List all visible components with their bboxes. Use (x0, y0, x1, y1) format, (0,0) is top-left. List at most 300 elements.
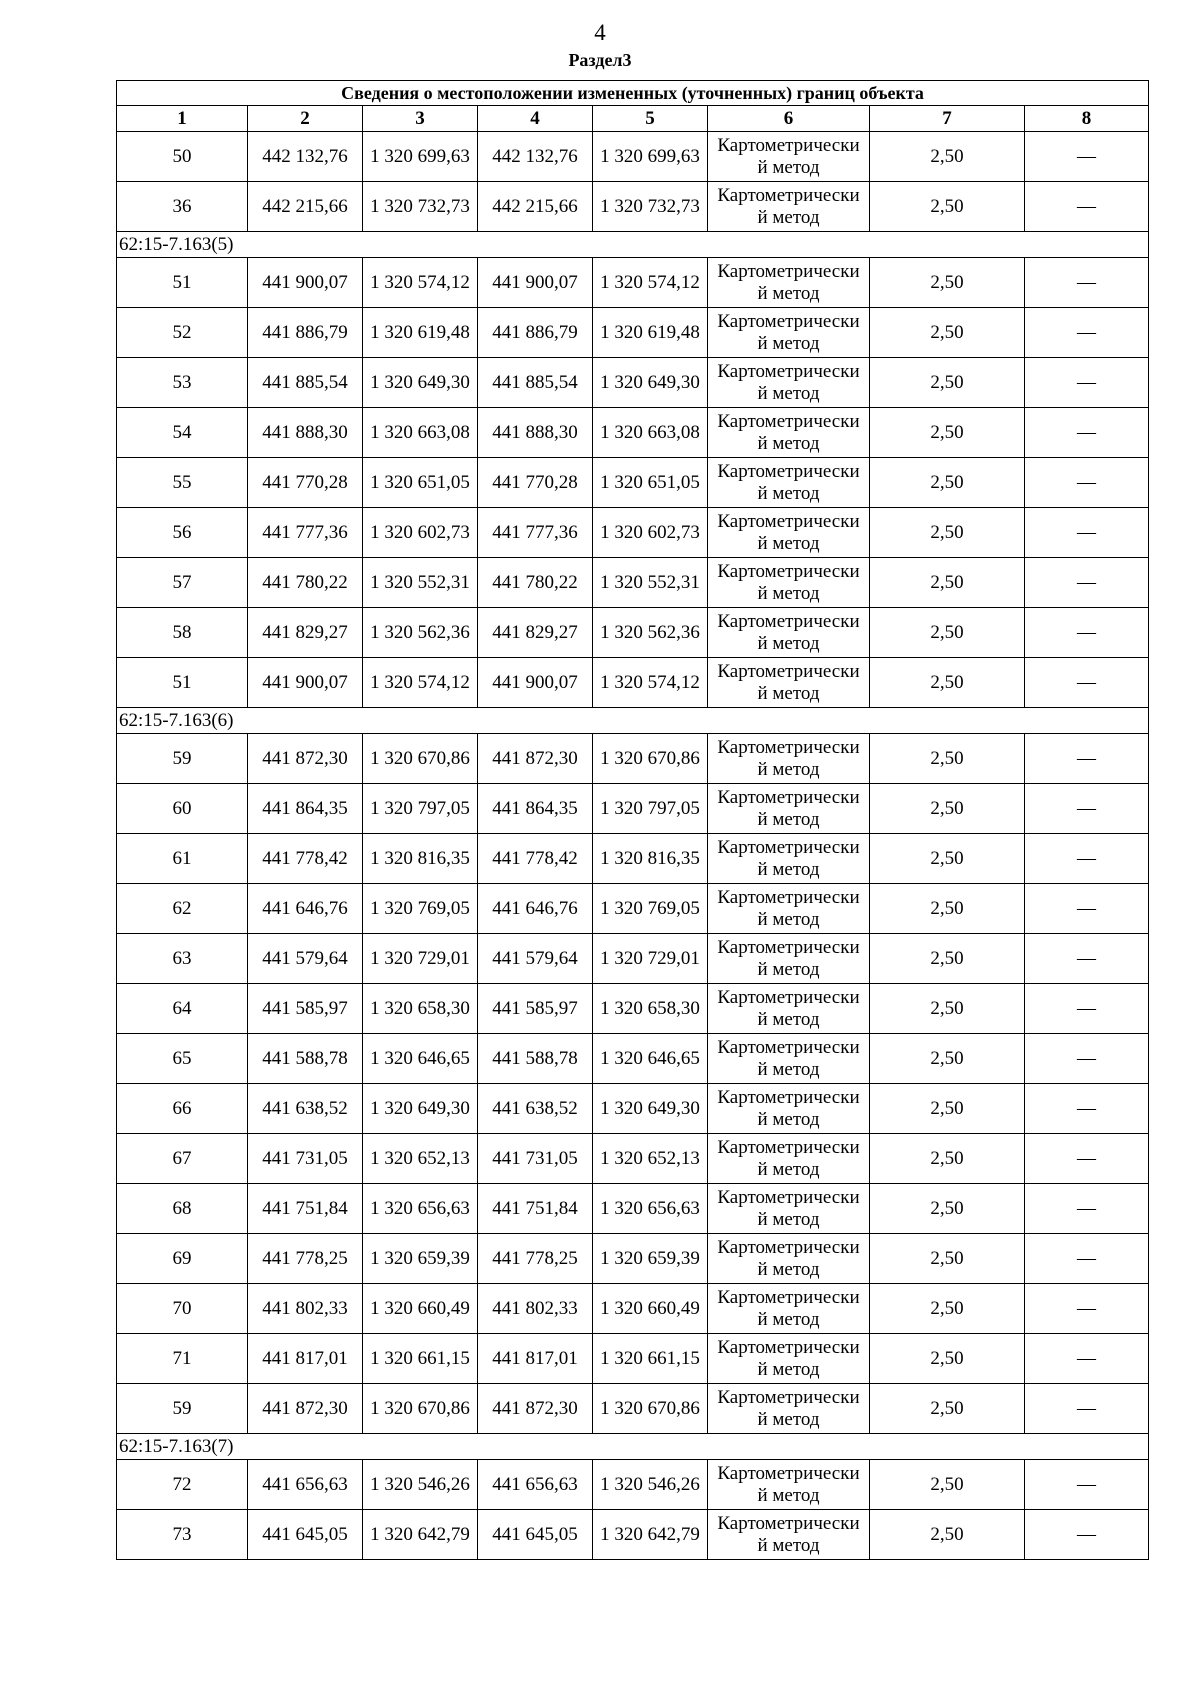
accuracy-cell: 2,50 (870, 182, 1025, 232)
method-text-line: Картометрически (717, 836, 860, 858)
x-new-cell: 441 770,28 (478, 458, 593, 508)
method-text-line: Картометрически (717, 986, 860, 1008)
method-text-line: й метод (757, 332, 820, 354)
table-row (117, 1334, 1149, 1384)
description-cell: — (1025, 884, 1149, 934)
x-new-cell: 441 817,01 (478, 1334, 593, 1384)
method-text-line: Картометрически (717, 134, 860, 156)
x-new-cell: 441 588,78 (478, 1034, 593, 1084)
x-new-cell: 441 900,07 (478, 258, 593, 308)
table-row (117, 734, 1149, 784)
accuracy-cell: 2,50 (870, 1134, 1025, 1184)
accuracy-cell: 2,50 (870, 834, 1025, 884)
table-row (117, 358, 1149, 408)
method-text-line: Картометрически (717, 736, 860, 758)
method-text-line: й метод (757, 632, 820, 654)
description-cell: — (1025, 734, 1149, 784)
point-number-cell: 58 (117, 608, 248, 658)
table-row (117, 1184, 1149, 1234)
description-cell: — (1025, 1234, 1149, 1284)
description-cell: — (1025, 182, 1149, 232)
method-text-line: Картометрически (717, 460, 860, 482)
column-header-row (117, 106, 1149, 132)
method-text-line: й метод (757, 206, 820, 228)
y-new-cell: 1 320 660,49 (593, 1284, 708, 1334)
point-number-cell: 69 (117, 1234, 248, 1284)
table-row (117, 508, 1149, 558)
x-new-cell: 441 731,05 (478, 1134, 593, 1184)
y-old-cell: 1 320 574,12 (363, 258, 478, 308)
x-old-cell: 441 780,22 (248, 558, 363, 608)
description-cell: — (1025, 1510, 1149, 1560)
table-title-row (117, 81, 1149, 106)
accuracy-cell: 2,50 (870, 1384, 1025, 1434)
description-cell: — (1025, 458, 1149, 508)
table-row (117, 934, 1149, 984)
table-row (117, 1284, 1149, 1334)
y-new-cell: 1 320 646,65 (593, 1034, 708, 1084)
y-new-cell: 1 320 619,48 (593, 308, 708, 358)
x-old-cell: 441 646,76 (248, 884, 363, 934)
x-new-cell: 441 888,30 (478, 408, 593, 458)
point-number-cell: 59 (117, 1384, 248, 1434)
point-number-cell: 51 (117, 658, 248, 708)
x-new-cell: 441 872,30 (478, 734, 593, 784)
method-cell (708, 558, 870, 608)
point-number-cell: 62 (117, 884, 248, 934)
point-number-cell: 59 (117, 734, 248, 784)
table-row (117, 1384, 1149, 1434)
method-cell (708, 1234, 870, 1284)
method-cell (708, 1460, 870, 1510)
table-row (117, 258, 1149, 308)
accuracy-cell: 2,50 (870, 984, 1025, 1034)
x-new-cell: 442 215,66 (478, 182, 593, 232)
y-new-cell: 1 320 732,73 (593, 182, 708, 232)
accuracy-cell: 2,50 (870, 1234, 1025, 1284)
accuracy-cell: 2,50 (870, 558, 1025, 608)
x-new-cell: 441 645,05 (478, 1510, 593, 1560)
point-number-cell: 72 (117, 1460, 248, 1510)
accuracy-cell: 2,50 (870, 934, 1025, 984)
table-row (117, 182, 1149, 232)
description-cell: — (1025, 984, 1149, 1034)
x-new-cell: 441 638,52 (478, 1084, 593, 1134)
x-new-cell: 441 585,97 (478, 984, 593, 1034)
point-number-cell: 61 (117, 834, 248, 884)
accuracy-cell: 2,50 (870, 1084, 1025, 1134)
column-header: 1 (117, 106, 248, 132)
table-row (117, 984, 1149, 1034)
accuracy-cell: 2,50 (870, 358, 1025, 408)
accuracy-cell: 2,50 (870, 408, 1025, 458)
point-number-cell: 57 (117, 558, 248, 608)
x-old-cell: 441 585,97 (248, 984, 363, 1034)
description-cell: — (1025, 658, 1149, 708)
table-row (117, 1234, 1149, 1284)
method-text-line: Картометрически (717, 360, 860, 382)
x-old-cell: 441 872,30 (248, 1384, 363, 1434)
y-new-cell: 1 320 729,01 (593, 934, 708, 984)
x-new-cell: 441 751,84 (478, 1184, 593, 1234)
column-header: 4 (478, 106, 593, 132)
point-number-cell: 67 (117, 1134, 248, 1184)
method-text-line: й метод (757, 1208, 820, 1230)
accuracy-cell: 2,50 (870, 884, 1025, 934)
method-text-line: й метод (757, 432, 820, 454)
point-number-cell: 73 (117, 1510, 248, 1560)
table-row (117, 658, 1149, 708)
method-cell (708, 1084, 870, 1134)
x-new-cell: 441 656,63 (478, 1460, 593, 1510)
method-text-line: Картометрически (717, 410, 860, 432)
method-text-line: Картометрически (717, 1286, 860, 1308)
method-cell (708, 834, 870, 884)
description-cell: — (1025, 258, 1149, 308)
accuracy-cell: 2,50 (870, 784, 1025, 834)
x-old-cell: 441 885,54 (248, 358, 363, 408)
method-text-line: Картометрически (717, 260, 860, 282)
accuracy-cell: 2,50 (870, 1284, 1025, 1334)
description-cell: — (1025, 1084, 1149, 1134)
x-old-cell: 441 817,01 (248, 1334, 363, 1384)
x-old-cell: 441 829,27 (248, 608, 363, 658)
page-number: 4 (594, 20, 606, 45)
description-cell: — (1025, 784, 1149, 834)
point-number-cell: 60 (117, 784, 248, 834)
y-new-cell: 1 320 656,63 (593, 1184, 708, 1234)
method-cell (708, 608, 870, 658)
y-old-cell: 1 320 660,49 (363, 1284, 478, 1334)
y-old-cell: 1 320 797,05 (363, 784, 478, 834)
method-text-line: Картометрически (717, 610, 860, 632)
method-text-line: й метод (757, 1108, 820, 1130)
point-number-cell: 53 (117, 358, 248, 408)
accuracy-cell: 2,50 (870, 1034, 1025, 1084)
description-cell: — (1025, 132, 1149, 182)
section-title: Раздел3 (568, 50, 632, 70)
y-new-cell: 1 320 699,63 (593, 132, 708, 182)
table-row (117, 408, 1149, 458)
y-old-cell: 1 320 729,01 (363, 934, 478, 984)
point-number-cell: 36 (117, 182, 248, 232)
x-old-cell: 441 731,05 (248, 1134, 363, 1184)
y-new-cell: 1 320 552,31 (593, 558, 708, 608)
method-text-line: Картометрически (717, 1512, 860, 1534)
accuracy-cell: 2,50 (870, 658, 1025, 708)
x-old-cell: 441 579,64 (248, 934, 363, 984)
table-row (117, 558, 1149, 608)
point-number-cell: 56 (117, 508, 248, 558)
x-old-cell: 441 751,84 (248, 1184, 363, 1234)
description-cell: — (1025, 934, 1149, 984)
y-old-cell: 1 320 816,35 (363, 834, 478, 884)
x-new-cell: 441 886,79 (478, 308, 593, 358)
method-text-line: й метод (757, 1358, 820, 1380)
method-cell (708, 308, 870, 358)
method-text-line: Картометрически (717, 1036, 860, 1058)
method-text-line: Картометрически (717, 1386, 860, 1408)
y-old-cell: 1 320 658,30 (363, 984, 478, 1034)
y-old-cell: 1 320 670,86 (363, 1384, 478, 1434)
table-row (117, 884, 1149, 934)
y-old-cell: 1 320 661,15 (363, 1334, 478, 1384)
method-text-line: Картометрически (717, 886, 860, 908)
column-header: 3 (363, 106, 478, 132)
method-text-line: й метод (757, 156, 820, 178)
accuracy-cell: 2,50 (870, 1510, 1025, 1560)
method-cell (708, 458, 870, 508)
contour-label: 62:15-7.163(5) (117, 232, 1149, 258)
method-text-line: й метод (757, 1008, 820, 1030)
method-text-line: Картометрически (717, 1462, 860, 1484)
point-number-cell: 68 (117, 1184, 248, 1234)
method-cell (708, 182, 870, 232)
y-new-cell: 1 320 651,05 (593, 458, 708, 508)
y-old-cell: 1 320 552,31 (363, 558, 478, 608)
method-cell (708, 934, 870, 984)
method-text-line: й метод (757, 908, 820, 930)
method-text-line: Картометрически (717, 660, 860, 682)
y-new-cell: 1 320 670,86 (593, 1384, 708, 1434)
method-text-line: Картометрически (717, 560, 860, 582)
method-cell (708, 358, 870, 408)
point-number-cell: 71 (117, 1334, 248, 1384)
x-new-cell: 441 864,35 (478, 784, 593, 834)
column-header: 8 (1025, 106, 1149, 132)
method-text-line: й метод (757, 1308, 820, 1330)
y-old-cell: 1 320 649,30 (363, 358, 478, 408)
method-text-line: Картометрически (717, 936, 860, 958)
method-text-line: й метод (757, 1484, 820, 1506)
accuracy-cell: 2,50 (870, 1460, 1025, 1510)
x-new-cell: 442 132,76 (478, 132, 593, 182)
x-old-cell: 441 778,42 (248, 834, 363, 884)
method-text-line: й метод (757, 958, 820, 980)
method-text-line: й метод (757, 582, 820, 604)
point-number-cell: 55 (117, 458, 248, 508)
method-text-line: й метод (757, 1158, 820, 1180)
point-number-cell: 51 (117, 258, 248, 308)
x-old-cell: 441 656,63 (248, 1460, 363, 1510)
method-text-line: Картометрически (717, 1336, 860, 1358)
description-cell: — (1025, 1034, 1149, 1084)
y-new-cell: 1 320 562,36 (593, 608, 708, 658)
column-header: 7 (870, 106, 1025, 132)
table-row (117, 1460, 1149, 1510)
accuracy-cell: 2,50 (870, 258, 1025, 308)
table-row (117, 784, 1149, 834)
method-text-line: й метод (757, 382, 820, 404)
y-new-cell: 1 320 797,05 (593, 784, 708, 834)
y-new-cell: 1 320 652,13 (593, 1134, 708, 1184)
y-new-cell: 1 320 649,30 (593, 358, 708, 408)
x-old-cell: 441 888,30 (248, 408, 363, 458)
y-new-cell: 1 320 670,86 (593, 734, 708, 784)
x-old-cell: 442 215,66 (248, 182, 363, 232)
description-cell: — (1025, 1460, 1149, 1510)
contour-label: 62:15-7.163(6) (117, 708, 1149, 734)
y-new-cell: 1 320 649,30 (593, 1084, 708, 1134)
x-new-cell: 441 778,25 (478, 1234, 593, 1284)
method-cell (708, 884, 870, 934)
y-new-cell: 1 320 769,05 (593, 884, 708, 934)
description-cell: — (1025, 508, 1149, 558)
method-cell (708, 1134, 870, 1184)
point-number-cell: 52 (117, 308, 248, 358)
y-old-cell: 1 320 602,73 (363, 508, 478, 558)
description-cell: — (1025, 1184, 1149, 1234)
method-cell (708, 408, 870, 458)
y-old-cell: 1 320 732,73 (363, 182, 478, 232)
y-new-cell: 1 320 574,12 (593, 258, 708, 308)
table-row (117, 458, 1149, 508)
y-new-cell: 1 320 659,39 (593, 1234, 708, 1284)
point-number-cell: 63 (117, 934, 248, 984)
point-number-cell: 65 (117, 1034, 248, 1084)
y-new-cell: 1 320 574,12 (593, 658, 708, 708)
table-row (117, 1134, 1149, 1184)
method-cell (708, 1184, 870, 1234)
table-row (117, 834, 1149, 884)
method-text-line: Картометрически (717, 310, 860, 332)
description-cell: — (1025, 358, 1149, 408)
description-cell: — (1025, 834, 1149, 884)
method-cell (708, 258, 870, 308)
method-text-line: й метод (757, 282, 820, 304)
method-text-line: Картометрически (717, 1086, 860, 1108)
contour-group-row (117, 708, 1149, 734)
y-new-cell: 1 320 546,26 (593, 1460, 708, 1510)
method-text-line: й метод (757, 682, 820, 704)
method-cell (708, 784, 870, 834)
accuracy-cell: 2,50 (870, 308, 1025, 358)
x-new-cell: 441 900,07 (478, 658, 593, 708)
point-number-cell: 54 (117, 408, 248, 458)
table-row (117, 608, 1149, 658)
x-old-cell: 441 900,07 (248, 658, 363, 708)
method-cell (708, 1284, 870, 1334)
x-new-cell: 441 829,27 (478, 608, 593, 658)
x-old-cell: 442 132,76 (248, 132, 363, 182)
y-new-cell: 1 320 816,35 (593, 834, 708, 884)
column-header: 2 (248, 106, 363, 132)
method-cell (708, 984, 870, 1034)
y-old-cell: 1 320 619,48 (363, 308, 478, 358)
x-new-cell: 441 802,33 (478, 1284, 593, 1334)
x-old-cell: 441 802,33 (248, 1284, 363, 1334)
table-row (117, 1034, 1149, 1084)
point-number-cell: 66 (117, 1084, 248, 1134)
accuracy-cell: 2,50 (870, 132, 1025, 182)
method-text-line: Картометрически (717, 1186, 860, 1208)
accuracy-cell: 2,50 (870, 1184, 1025, 1234)
method-cell (708, 734, 870, 784)
method-text-line: й метод (757, 1058, 820, 1080)
method-text-line: Картометрически (717, 184, 860, 206)
description-cell: — (1025, 1384, 1149, 1434)
method-cell (708, 1510, 870, 1560)
method-cell (708, 658, 870, 708)
method-text-line: Картометрически (717, 786, 860, 808)
x-old-cell: 441 778,25 (248, 1234, 363, 1284)
method-text-line: й метод (757, 758, 820, 780)
method-text-line: й метод (757, 482, 820, 504)
x-new-cell: 441 780,22 (478, 558, 593, 608)
column-header: 5 (593, 106, 708, 132)
description-cell: — (1025, 608, 1149, 658)
y-old-cell: 1 320 656,63 (363, 1184, 478, 1234)
y-old-cell: 1 320 652,13 (363, 1134, 478, 1184)
method-cell (708, 1384, 870, 1434)
table-row (117, 308, 1149, 358)
x-old-cell: 441 638,52 (248, 1084, 363, 1134)
y-old-cell: 1 320 651,05 (363, 458, 478, 508)
x-old-cell: 441 872,30 (248, 734, 363, 784)
method-text-line: й метод (757, 532, 820, 554)
column-header: 6 (708, 106, 870, 132)
method-cell (708, 1034, 870, 1084)
x-old-cell: 441 588,78 (248, 1034, 363, 1084)
description-cell: — (1025, 308, 1149, 358)
x-old-cell: 441 886,79 (248, 308, 363, 358)
x-old-cell: 441 864,35 (248, 784, 363, 834)
point-number-cell: 64 (117, 984, 248, 1034)
x-new-cell: 441 885,54 (478, 358, 593, 408)
x-new-cell: 441 646,76 (478, 884, 593, 934)
method-text-line: й метод (757, 1534, 820, 1556)
y-old-cell: 1 320 562,36 (363, 608, 478, 658)
method-text-line: й метод (757, 1258, 820, 1280)
y-new-cell: 1 320 661,15 (593, 1334, 708, 1384)
boundary-coordinates-table (116, 80, 1149, 1560)
method-cell (708, 1334, 870, 1384)
y-new-cell: 1 320 642,79 (593, 1510, 708, 1560)
table-row (117, 132, 1149, 182)
description-cell: — (1025, 1284, 1149, 1334)
accuracy-cell: 2,50 (870, 608, 1025, 658)
y-old-cell: 1 320 646,65 (363, 1034, 478, 1084)
description-cell: — (1025, 1334, 1149, 1384)
method-text-line: й метод (757, 1408, 820, 1430)
x-new-cell: 441 579,64 (478, 934, 593, 984)
contour-group-row (117, 1434, 1149, 1460)
y-old-cell: 1 320 659,39 (363, 1234, 478, 1284)
y-old-cell: 1 320 574,12 (363, 658, 478, 708)
y-old-cell: 1 320 670,86 (363, 734, 478, 784)
contour-label: 62:15-7.163(7) (117, 1434, 1149, 1460)
x-new-cell: 441 778,42 (478, 834, 593, 884)
y-new-cell: 1 320 658,30 (593, 984, 708, 1034)
accuracy-cell: 2,50 (870, 1334, 1025, 1384)
method-text-line: й метод (757, 858, 820, 880)
point-number-cell: 70 (117, 1284, 248, 1334)
method-text-line: Картометрически (717, 510, 860, 532)
y-new-cell: 1 320 602,73 (593, 508, 708, 558)
table-row (117, 1084, 1149, 1134)
y-old-cell: 1 320 699,63 (363, 132, 478, 182)
y-old-cell: 1 320 649,30 (363, 1084, 478, 1134)
table-title: Сведения о местоположении измененных (уточненных) границ объекта (117, 81, 1149, 106)
method-text-line: Картометрически (717, 1136, 860, 1158)
method-cell (708, 132, 870, 182)
accuracy-cell: 2,50 (870, 458, 1025, 508)
y-old-cell: 1 320 642,79 (363, 1510, 478, 1560)
method-text-line: й метод (757, 808, 820, 830)
method-cell (708, 508, 870, 558)
method-text-line: Картометрически (717, 1236, 860, 1258)
y-new-cell: 1 320 663,08 (593, 408, 708, 458)
